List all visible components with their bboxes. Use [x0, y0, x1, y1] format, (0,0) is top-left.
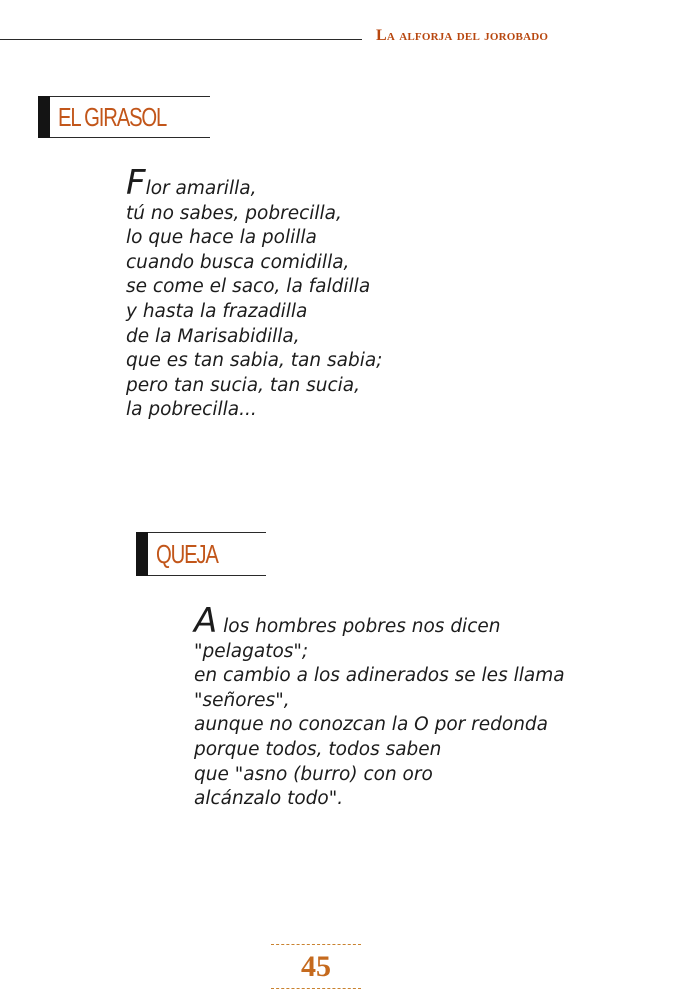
- heading-top-rule: [148, 532, 266, 533]
- poem-line: lo que hace la polilla: [126, 227, 317, 249]
- poem-line: que es tan sabia, tan sabia;: [126, 350, 383, 372]
- header-rule: [0, 39, 362, 40]
- section-heading-queja: [136, 532, 266, 576]
- poem-line: en cambio a los adinerados se les llama: [194, 665, 565, 687]
- page-number-bottom-rule: [271, 988, 361, 989]
- poem-line: que "asno (burro) con oro: [194, 763, 433, 785]
- page-number: 45: [301, 950, 331, 983]
- poem-line: [126, 163, 382, 203]
- poem-line: se come el saco, la faldilla: [126, 276, 371, 298]
- page-number-block: [271, 944, 361, 990]
- poem-line: tú no sabes, pobrecilla,: [126, 202, 342, 224]
- drop-cap: A: [194, 601, 218, 641]
- poem-line: "señores",: [194, 689, 290, 711]
- poem-line-rest: lor amarilla,: [145, 178, 257, 199]
- poem-line: cuando busca comidilla,: [126, 251, 350, 273]
- poem-line: alcánzalo todo".: [194, 788, 344, 810]
- drop-cap: F: [126, 163, 146, 203]
- section-title: QUEJA: [156, 539, 218, 569]
- poem-line: porque todos, todos saben: [194, 738, 442, 760]
- heading-bottom-rule: [50, 137, 210, 138]
- page-number-top-rule: [271, 944, 361, 945]
- poem-line: "pelagatos";: [194, 640, 309, 662]
- heading-bottom-rule: [148, 575, 266, 576]
- section-title: EL GIRASOL: [58, 102, 167, 132]
- poem-line: [194, 601, 565, 641]
- heading-bar: [136, 532, 148, 576]
- section-heading-el-girasol: [38, 96, 210, 138]
- poem-el-girasol: [126, 163, 383, 423]
- poem-line: de la Marisabidilla,: [126, 325, 300, 347]
- poem-queja: [194, 601, 565, 812]
- heading-bar: [38, 96, 50, 138]
- poem-line: y hasta la frazadilla: [126, 300, 308, 322]
- book-title: La alforja del jorobado: [376, 27, 549, 44]
- heading-top-rule: [50, 96, 210, 97]
- poem-line: aunque no conozcan la O por redonda: [194, 714, 549, 736]
- poem-line: pero tan sucia, tan sucia,: [126, 374, 360, 396]
- poem-line-rest: los hombres pobres nos dicen: [217, 616, 501, 637]
- poem-line: la pobrecilla...: [126, 399, 257, 421]
